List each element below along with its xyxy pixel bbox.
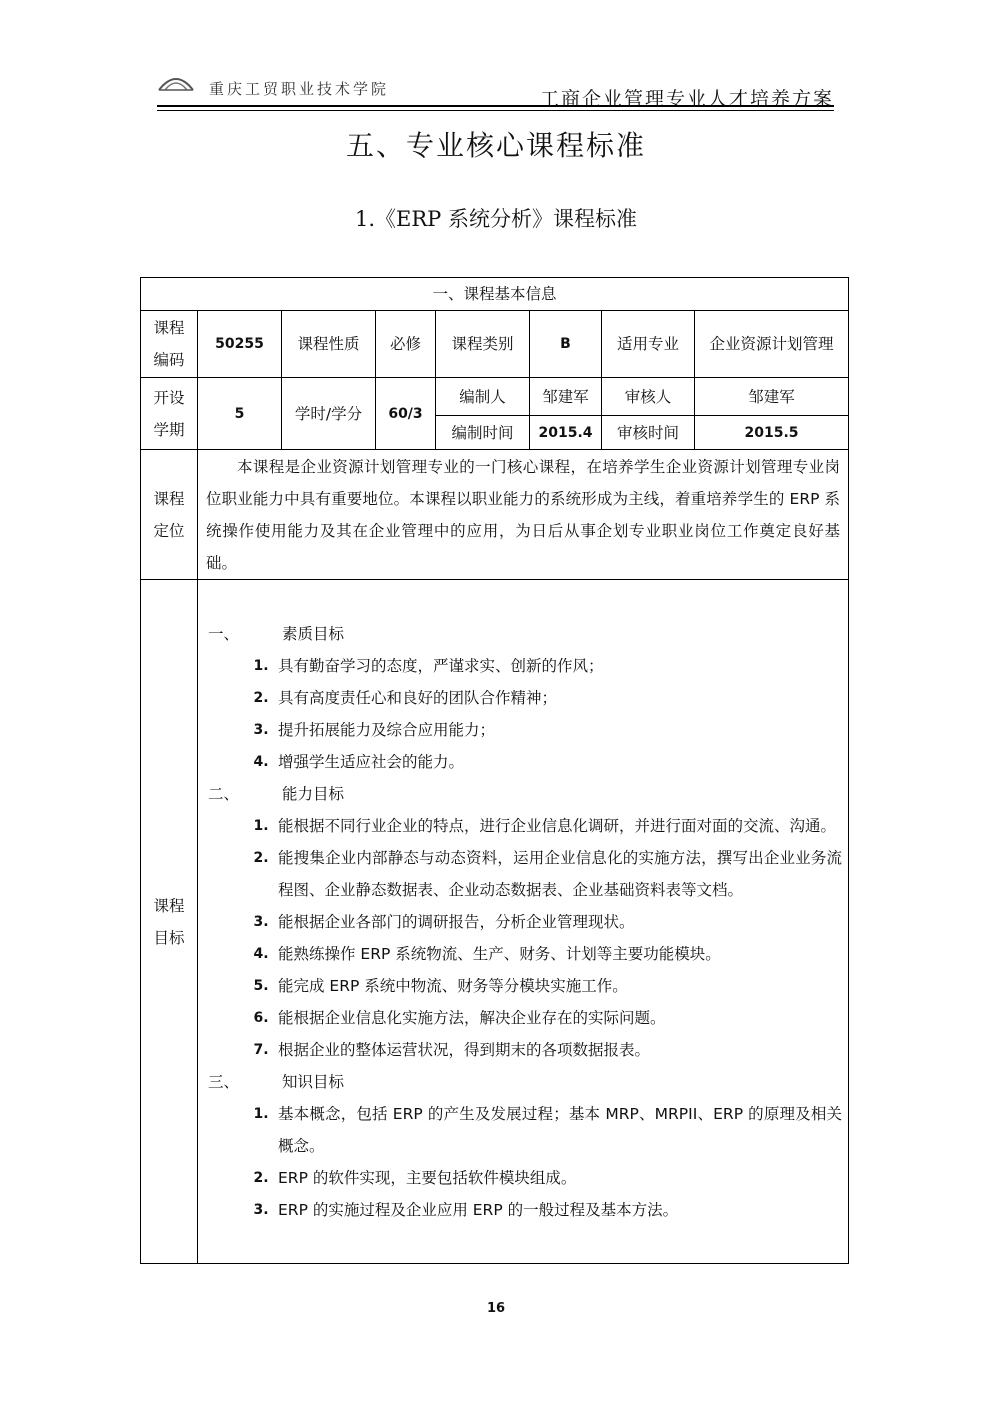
code-value: 50255 [198,311,282,378]
goal-item-number: 2. [253,849,269,866]
goal-item-text: 能根据企业各部门的调研报告，分析企业管理现状。 [278,912,635,931]
goal-item-text: 提升拓展能力及综合应用能力； [278,720,496,739]
goal-item-text: ERP 的实施过程及企业应用 ERP 的一般过程及基本方法。 [278,1200,679,1219]
course-title: 1.《ERP 系统分析》课程标准 [355,207,637,231]
reviewer-label: 审核人 [602,378,695,416]
goal-section-heading [204,778,842,810]
goal-item [204,1002,842,1034]
goal-item [204,1162,842,1194]
nature-value: 必修 [376,311,436,378]
goal-item-text: 具有勤奋学习的态度，严谨求实、创新的作风； [278,656,604,675]
date-value: 2015.4 [530,416,602,450]
section-title: 五、专业核心课程标准 [345,129,646,162]
category-label: 课程类别 [436,311,530,378]
goal-item-number: 4. [253,945,269,962]
goal-item [204,650,842,682]
semester-label: 开设学期 [141,378,198,450]
goal-section-number: 三、 [208,1072,240,1091]
review-date-label: 审核时间 [602,416,695,450]
page-number: 16 [486,1301,506,1316]
goal-item [204,970,842,1002]
nature-label: 课程性质 [282,311,376,378]
goal-section-title: 能力目标 [282,784,345,803]
goal-section-title: 素质目标 [282,624,345,643]
goal-item-number: 7. [253,1041,269,1058]
goal-item-number: 1. [253,817,269,834]
goal-item-number: 6. [253,1009,269,1026]
goal-item [204,746,842,778]
major-label: 适用专业 [602,311,695,378]
goal-item [204,714,842,746]
position-label: 课程定位 [141,450,198,580]
goal-item-number: 1. [253,657,269,674]
major-value: 企业资源计划管理 [695,311,849,378]
goal-item-number: 3. [253,1201,269,1218]
header-rule-thin [157,110,834,111]
goals-content [198,580,849,1264]
goal-item-text: 基本概念，包括 ERP 的产生及发展过程；基本 MRP、MRPII、ERP 的原理及相关概念。 [278,1104,843,1155]
goal-item-text: 能熟练操作 ERP 系统物流、生产、财务、计划等主要功能模块。 [278,944,721,963]
category-value: B [530,311,602,378]
goal-section-number: 一、 [208,624,240,643]
goal-item-number: 3. [253,913,269,930]
author-value: 邹建军 [530,378,602,416]
author-label: 编制人 [436,378,530,416]
goal-section-number: 二、 [208,784,240,803]
goal-section-title: 知识目标 [282,1072,345,1091]
hours-label: 学时/学分 [282,378,376,450]
goal-item [204,1034,842,1066]
goal-item-number: 3. [253,721,269,738]
goal-item-number: 2. [253,1169,269,1186]
goal-item-number: 2. [253,689,269,706]
school-logo-icon [157,72,195,92]
goal-item-text: 根据企业的整体运营状况，得到期末的各项数据报表。 [278,1040,651,1059]
reviewer-value: 邹建军 [695,378,849,416]
goal-item-text: 能根据不同行业企业的特点，进行企业信息化调研，并进行面对面的交流、沟通。 [278,816,837,835]
goal-item-number: 5. [253,977,269,994]
semester-value: 5 [198,378,282,450]
position-text: 本课程是企业资源计划管理专业的一门核心课程，在培养学生企业资源计划管理专业岗位职业能力中具有重要地位。本课程以职业能力的系统形成为主线，着重培养学生的 ERP 系统操作使用能力及其在企业管理中的应用，为日后从事企划专业职业岗位工作奠定良好基础。 [206,457,841,572]
goal-item [204,810,842,842]
course-info-table [140,277,849,1264]
goal-item-number: 1. [253,1105,269,1122]
goals-label: 课程目标 [141,580,198,1264]
goal-item [204,682,842,714]
code-label: 课程编码 [141,311,198,378]
table-heading: 一、课程基本信息 [141,278,849,311]
goal-item-text: 能搜集企业内部静态与动态资料，运用企业信息化的实施方法，撰写出企业业务流程图、企业静态数据表、企业动态数据表、企业基础资料表等文档。 [278,848,843,899]
goal-item [204,906,842,938]
goal-item [204,842,842,906]
school-name: 重庆工贸职业技术学院 [209,80,390,98]
goal-item [204,1098,842,1162]
date-label: 编制时间 [436,416,530,450]
goal-section-heading [204,1066,842,1098]
hours-value: 60/3 [376,378,436,450]
goal-item-text: 增强学生适应社会的能力。 [278,752,465,771]
goal-item-text: ERP 的软件实现，主要包括软件模块组成。 [278,1168,577,1187]
goal-item-text: 具有高度责任心和良好的团队合作精神； [278,688,558,707]
goal-item-text: 能根据企业信息化实施方法，解决企业存在的实际问题。 [278,1008,666,1027]
review-date-value: 2015.5 [695,416,849,450]
goal-item-number: 4. [253,753,269,770]
page-header [157,68,834,112]
goal-section-heading [204,618,842,650]
goal-item-text: 能完成 ERP 系统中物流、财务等分模块实施工作。 [278,976,628,995]
header-title: 工商企业管理专业人才培养方案 [539,88,834,110]
header-rule [157,105,834,107]
goal-item [204,938,842,970]
goal-item [204,1194,842,1226]
